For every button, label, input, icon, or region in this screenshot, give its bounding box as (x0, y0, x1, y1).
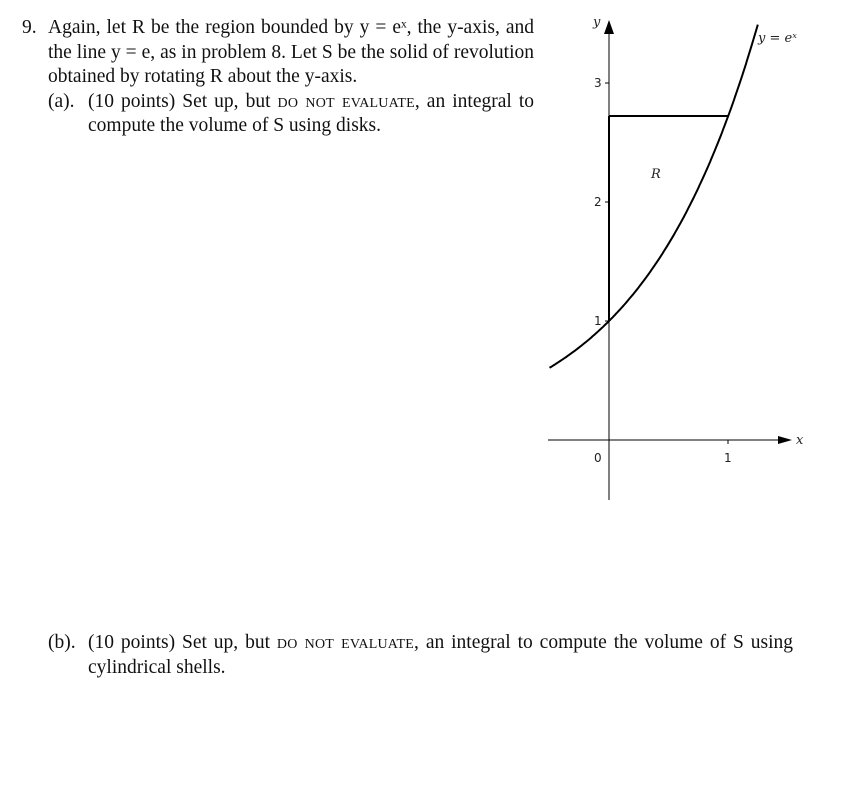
part-b (48, 631, 793, 680)
part-a-lead: (10 points) Set up, but (88, 90, 278, 112)
part-b-label: (b). (48, 632, 76, 653)
problem-number: 9. (22, 17, 37, 38)
region-label: R (651, 167, 661, 182)
exponential-curve (550, 25, 758, 368)
x-axis-label: x (796, 433, 804, 448)
part-b-rest: , an integral to compute the volume of S using cylindrical shells. (88, 632, 794, 678)
curve-label: y = eˣ (758, 31, 797, 46)
x-axis-arrow (778, 436, 792, 444)
y-axis-arrow (604, 20, 614, 34)
part-a-label: (a). (48, 90, 75, 112)
part-b-emphasis: do not evaluate (276, 632, 415, 653)
part-b-lead: (10 points) Set up, but (88, 632, 277, 653)
part-b-text (88, 631, 793, 680)
y-tick-label-1: 1 (594, 314, 602, 328)
part-a-emphasis: do not evaluate (277, 90, 415, 112)
y-tick-label-3: 3 (594, 76, 602, 90)
y-tick-label-2: 2 (594, 195, 602, 209)
x-tick-label-0: 0 (594, 451, 602, 465)
y-axis-label: y (593, 15, 601, 30)
part-a-rest: , an integral to compute the volume of S using disks. (88, 90, 534, 136)
x-tick-label-1: 1 (724, 451, 732, 465)
problem-text: Again, let R be the region bounded by y = eˣ, the y-axis, and the line y = e, as in problem 8. Let S be the solid of revolution obtained by rotating R about the y-axis. (48, 17, 534, 87)
